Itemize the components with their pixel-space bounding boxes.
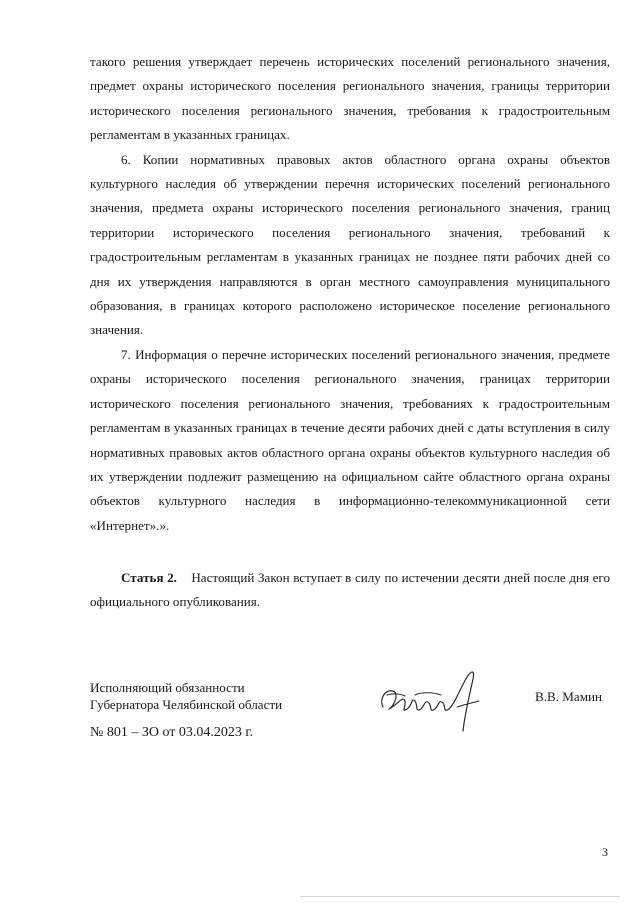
- signer-name: В.В. Мамин: [535, 689, 603, 704]
- law-number: № 801 – ЗО от 03.04.2023 г.: [90, 725, 254, 740]
- signer-title-line-1: Исполняющий обязанности: [90, 680, 245, 695]
- paragraph-continuation: такого решения утверждает перечень исторических поселений регионального значения, предмет охраны исторического поселения регионального значения, границы территории исторического поселения регионального значения, требования к градостроительным регламентам в указанных границах.: [90, 54, 610, 143]
- page-number: 3: [602, 845, 608, 859]
- paragraph-item-6: 6. Копии нормативных правовых актов областного органа охраны объектов культурного наследия об утверждении перечня исторических поселений регионального значения, предмета охраны исторического поселения регионального значения, границ территории исторического поселения регионального значения, требований к градостроительным регламентам в указанных границах не позднее пяти рабочих дней со дня их утверждения направляются в орган местного самоуправления муниципального образования, в границах которого расположено историческое поселение регионального значения.: [90, 151, 610, 338]
- signer-title-line-2: Губернатора Челябинской области: [90, 697, 283, 712]
- article-2: [90, 566, 610, 615]
- paragraph-item-7: 7. Информация о перечне исторических поселений регионального значения, предмете охраны исторического поселения регионального значения, границах территории исторического поселения регионального значения, требованиях к градостроительным регламентам в указанных границах в течение десяти рабочих дней с даты вступления в силу нормативных правовых актов областного органа охраны объектов культурного наследия об их утверждении подлежит размещению на официальном сайте областного органа охраны объектов культурного наследия в информационно-телекоммуникационной сети «Интернет».».: [90, 346, 610, 533]
- article-label: Статья 2.: [121, 570, 177, 585]
- article-2-paragraph: [90, 566, 610, 615]
- signer-title: [90, 679, 282, 713]
- scan-edge-line: [300, 896, 620, 897]
- handwritten-signature: [375, 665, 495, 745]
- body-text: [90, 50, 610, 538]
- article-text: Настоящий Закон вступает в силу по истечении десяти дней после дня его официального опубликования.: [90, 570, 611, 610]
